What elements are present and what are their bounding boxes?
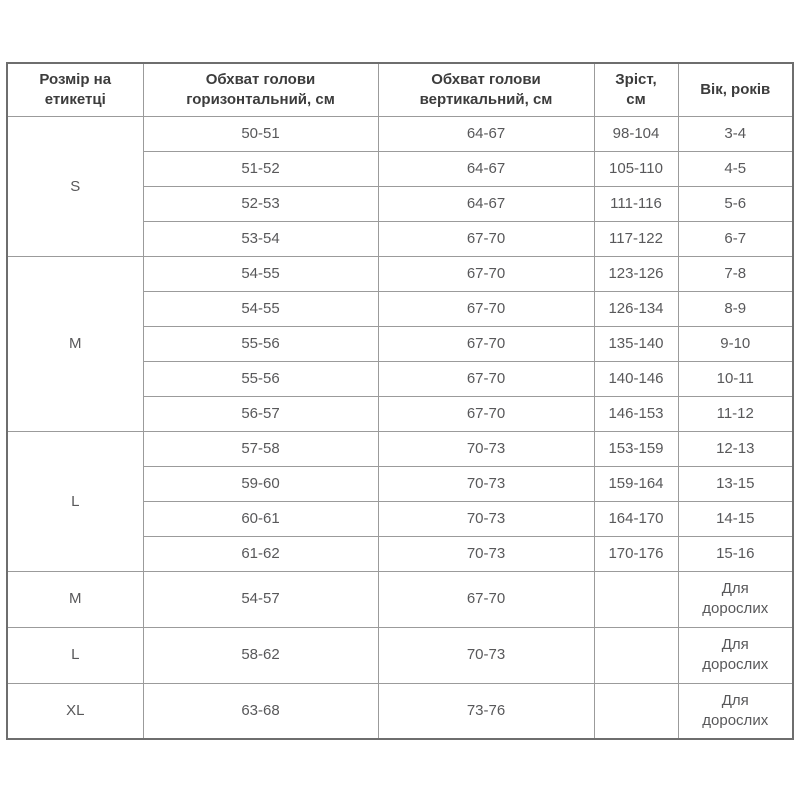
cell-horizontal: 60-61: [143, 501, 378, 536]
header-horizontal-circumference: Обхват голови горизонтальний, см: [143, 63, 378, 116]
cell-age: 3-4: [678, 116, 793, 151]
cell-height: 153-159: [594, 431, 678, 466]
cell-age: 6-7: [678, 221, 793, 256]
cell-age: Для дорослих: [678, 627, 793, 683]
cell-age: 10-11: [678, 361, 793, 396]
cell-vertical: 67-70: [378, 291, 594, 326]
cell-vertical: 64-67: [378, 186, 594, 221]
cell-height: 146-153: [594, 396, 678, 431]
size-label-xl-adult: XL: [7, 683, 143, 739]
cell-height: 140-146: [594, 361, 678, 396]
cell-age: 11-12: [678, 396, 793, 431]
cell-horizontal: 54-55: [143, 256, 378, 291]
size-label-l-adult: L: [7, 627, 143, 683]
cell-horizontal: 55-56: [143, 326, 378, 361]
cell-age: Для дорослих: [678, 683, 793, 739]
cell-vertical: 70-73: [378, 501, 594, 536]
cell-horizontal: 54-57: [143, 571, 378, 627]
header-age: Вік, років: [678, 63, 793, 116]
header-size-label: Розмір на етикетці: [7, 63, 143, 116]
cell-age: 13-15: [678, 466, 793, 501]
cell-height-empty: [594, 571, 678, 627]
table-row: [7, 256, 793, 291]
cell-height-empty: [594, 627, 678, 683]
cell-vertical: 64-67: [378, 116, 594, 151]
header-vertical-circumference: Обхват голови вертикальний, см: [378, 63, 594, 116]
cell-height: 159-164: [594, 466, 678, 501]
cell-horizontal: 61-62: [143, 536, 378, 571]
table-row: [7, 431, 793, 466]
cell-height: 170-176: [594, 536, 678, 571]
cell-age: 14-15: [678, 501, 793, 536]
cell-horizontal: 57-58: [143, 431, 378, 466]
cell-height-empty: [594, 683, 678, 739]
size-chart-table: [6, 62, 794, 740]
size-label-l: L: [7, 431, 143, 571]
cell-vertical: 67-70: [378, 361, 594, 396]
cell-vertical: 70-73: [378, 627, 594, 683]
size-label-s: S: [7, 116, 143, 256]
cell-horizontal: 52-53: [143, 186, 378, 221]
cell-horizontal: 54-55: [143, 291, 378, 326]
header-height: Зріст, см: [594, 63, 678, 116]
cell-height: 126-134: [594, 291, 678, 326]
cell-height: 105-110: [594, 151, 678, 186]
cell-age: 8-9: [678, 291, 793, 326]
cell-horizontal: 50-51: [143, 116, 378, 151]
cell-height: 123-126: [594, 256, 678, 291]
cell-vertical: 67-70: [378, 571, 594, 627]
table-row-adult: [7, 627, 793, 683]
cell-vertical: 67-70: [378, 396, 594, 431]
cell-vertical: 70-73: [378, 431, 594, 466]
cell-height: 111-116: [594, 186, 678, 221]
cell-horizontal: 59-60: [143, 466, 378, 501]
size-label-m: M: [7, 256, 143, 431]
cell-age: 12-13: [678, 431, 793, 466]
cell-age: 5-6: [678, 186, 793, 221]
cell-vertical: 70-73: [378, 536, 594, 571]
cell-height: 117-122: [594, 221, 678, 256]
table-row-adult: [7, 683, 793, 739]
cell-horizontal: 58-62: [143, 627, 378, 683]
cell-vertical: 67-70: [378, 221, 594, 256]
cell-horizontal: 63-68: [143, 683, 378, 739]
cell-vertical: 64-67: [378, 151, 594, 186]
cell-age: 9-10: [678, 326, 793, 361]
cell-age: Для дорослих: [678, 571, 793, 627]
size-label-m-adult: M: [7, 571, 143, 627]
cell-horizontal: 53-54: [143, 221, 378, 256]
cell-height: 98-104: [594, 116, 678, 151]
cell-vertical: 67-70: [378, 326, 594, 361]
cell-horizontal: 56-57: [143, 396, 378, 431]
cell-age: 7-8: [678, 256, 793, 291]
cell-horizontal: 51-52: [143, 151, 378, 186]
cell-height: 135-140: [594, 326, 678, 361]
cell-height: 164-170: [594, 501, 678, 536]
cell-age: 15-16: [678, 536, 793, 571]
cell-vertical: 67-70: [378, 256, 594, 291]
table-row: [7, 116, 793, 151]
table-row-adult: [7, 571, 793, 627]
cell-age: 4-5: [678, 151, 793, 186]
cell-vertical: 70-73: [378, 466, 594, 501]
cell-horizontal: 55-56: [143, 361, 378, 396]
header-row: [7, 63, 793, 116]
cell-vertical: 73-76: [378, 683, 594, 739]
